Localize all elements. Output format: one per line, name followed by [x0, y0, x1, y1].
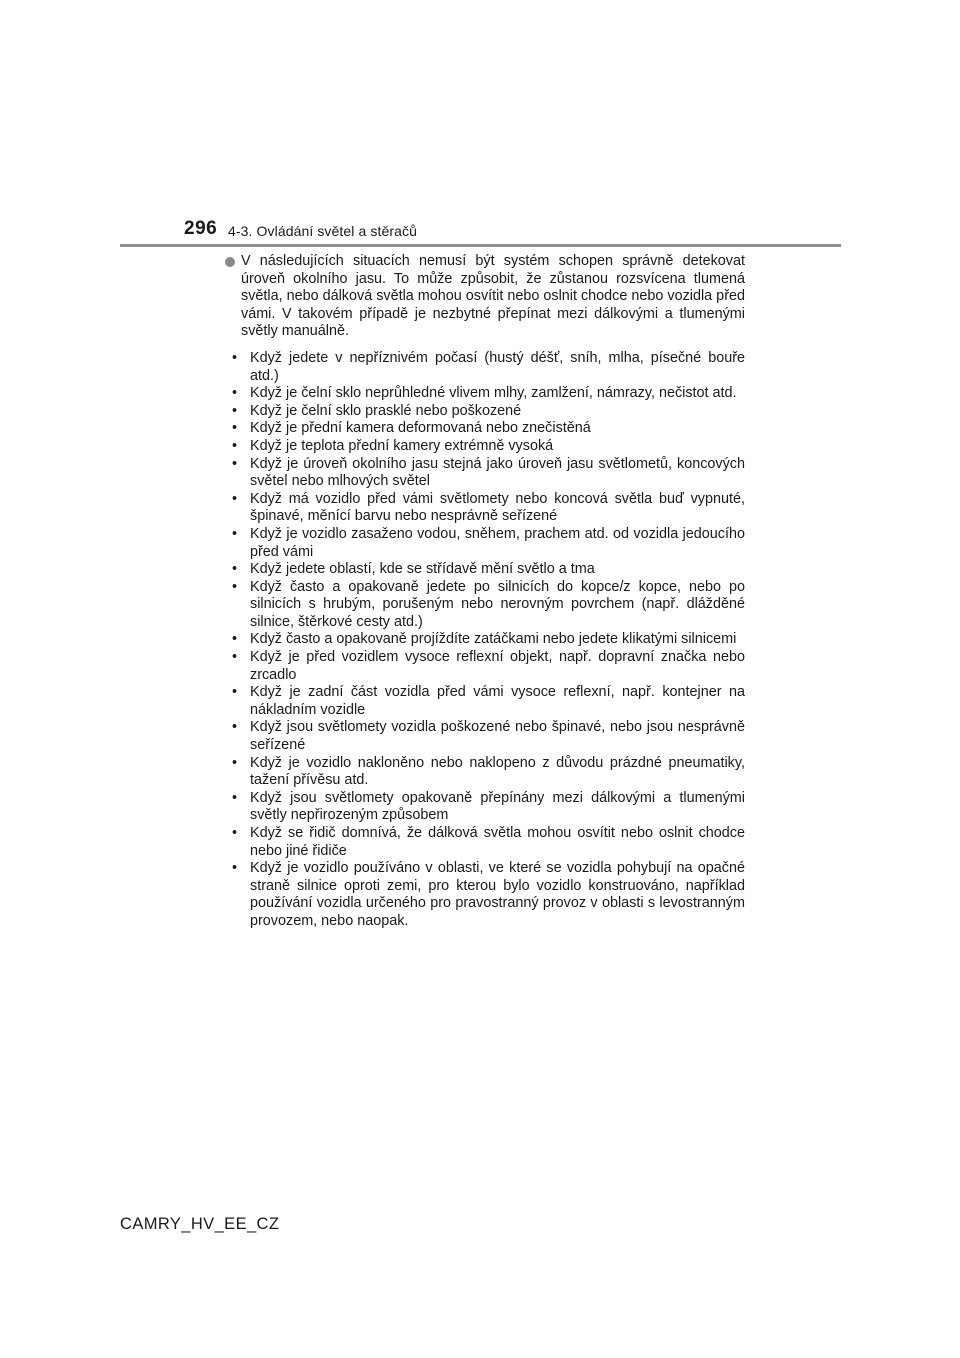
bullet-dot-icon: • [232, 754, 238, 771]
list-item-text: Když je před vozidlem vysoce reflexní objekt, např. dopravní značka nebo zrcadlo [250, 649, 745, 683]
list-item [225, 561, 745, 579]
bullet-dot-icon: • [232, 789, 238, 806]
bullet-dot-icon: • [232, 420, 238, 437]
list-item [225, 526, 745, 561]
list-item [225, 825, 745, 860]
list-item-text: Když je přední kamera deformovaná nebo znečistěná [250, 420, 591, 437]
list-item-text: Když má vozidlo před vámi světlomety nebo koncová světla buď vypnuté, špinavé, měnící barvu nebo nesprávně seřízené [250, 490, 745, 525]
bullet-dot-icon: • [232, 684, 238, 701]
list-item [225, 649, 745, 684]
list-item [225, 438, 745, 456]
list-item-text: Když jsou světlomety vozidla poškozené nebo špinavé, nebo jsou nesprávně seřízené [250, 719, 745, 754]
gray-circle-bullet-icon [225, 257, 235, 267]
footer-code: CAMRY_HV_EE_CZ [120, 1215, 280, 1233]
bullet-dot-icon: • [232, 490, 238, 507]
page-number: 296 [184, 218, 218, 239]
list-item [225, 631, 745, 649]
bullet-dot-icon: • [232, 719, 238, 736]
list-item [225, 790, 745, 825]
bullet-dot-icon: • [232, 437, 238, 454]
list-item [225, 755, 745, 790]
bullet-dot-icon: • [232, 649, 238, 666]
bullet-dot-icon: • [232, 578, 238, 595]
list-item [225, 579, 745, 632]
list-item-text: Když je vozidlo používáno v oblasti, ve které se vozidla pohybují na opačné straně silnice oproti zemi, pro kterou bylo vozidlo konstruováno, například používání vozidla určeného pro pravostranný provoz v oblasti s levostranným provozem, nebo naopak. [250, 860, 745, 929]
list-item-text: Když je čelní sklo neprůhledné vlivem mlhy, zamlžení, námrazy, nečistot atd. [250, 385, 737, 402]
list-item-text: Když je zadní část vozidla před vámi vysoce reflexní, např. kontejner na nákladním vozidle [250, 684, 745, 718]
list-item-text: Když je teplota přední kamery extrémně vysoká [250, 437, 554, 454]
lead-paragraph [224, 253, 745, 341]
lead-text: V následujících situacích nemusí být systém schopen správně detekovat úroveň okolního jasu. To může způsobit, že zůstanou rozsvícena tlumená světla, nebo dálková světla mohou osvítit nebo oslnit chodce nebo vozidla před vámi. V takovém případě je nezbytné přepínat mezi dálkovými a tlumenými světly manuálně. [241, 253, 745, 340]
list-item-text: Když často a opakovaně projíždíte zatáčkami nebo jedete klikatými silnicemi [250, 631, 737, 648]
bullet-dot-icon: • [232, 825, 238, 841]
bullet-dot-icon: • [232, 402, 238, 419]
list-item-text: Když se řidič domnívá, že dálková světla mohou osvítit nebo oslnit chodce nebo jiné řidiče [250, 825, 745, 859]
situation-list [224, 350, 745, 931]
bullet-dot-icon: • [232, 349, 238, 366]
bullet-dot-icon: • [232, 455, 238, 472]
bullet-dot-icon: • [232, 860, 238, 877]
list-item-text: Když je vozidlo nakloněno nebo naklopeno z důvodu prázdné pneumatiky, tažení přívěsu atd. [250, 754, 745, 789]
list-item-text: Když jedete oblastí, kde se střídavě mění světlo a tma [250, 561, 595, 578]
list-item [225, 403, 745, 421]
list-item-text: Když je úroveň okolního jasu stejná jako úroveň jasu světlometů, koncových světel nebo mlhových světel [250, 455, 745, 490]
bullet-dot-icon: • [232, 561, 238, 578]
bullet-dot-icon: • [232, 631, 238, 648]
list-item-text: Když jsou světlomety opakovaně přepínány mezi dálkovými a tlumenými světly nepřirozeným způsobem [250, 789, 745, 824]
bullet-dot-icon: • [232, 385, 238, 402]
list-item-text: Když často a opakovaně jedete po silnicích do kopce/z kopce, nebo po silnicích s hrubým, porušeným nebo nerovným povrchem (např. dlážděné silnice, štěrkové cesty atd.) [250, 578, 745, 630]
list-item [225, 684, 745, 719]
list-item-text: Když je vozidlo zasaženo vodou, sněhem, prachem atd. od vozidla jedoucího před vámi [250, 525, 745, 560]
list-item [225, 420, 745, 438]
header-divider [120, 244, 841, 247]
list-item-text: Když je čelní sklo prasklé nebo poškozené [250, 402, 522, 419]
main-content [224, 253, 745, 931]
list-item [225, 350, 745, 385]
list-item-text: Když jedete v nepříznivém počasí (hustý déšť, sníh, mlha, písečné bouře atd.) [250, 349, 745, 384]
list-item [225, 860, 745, 930]
list-item [225, 719, 745, 754]
list-item [225, 491, 745, 526]
list-item [225, 456, 745, 491]
bullet-dot-icon: • [232, 525, 238, 542]
section-title: 4-3. Ovládání světel a stěračů [228, 223, 417, 239]
list-item [225, 385, 745, 403]
